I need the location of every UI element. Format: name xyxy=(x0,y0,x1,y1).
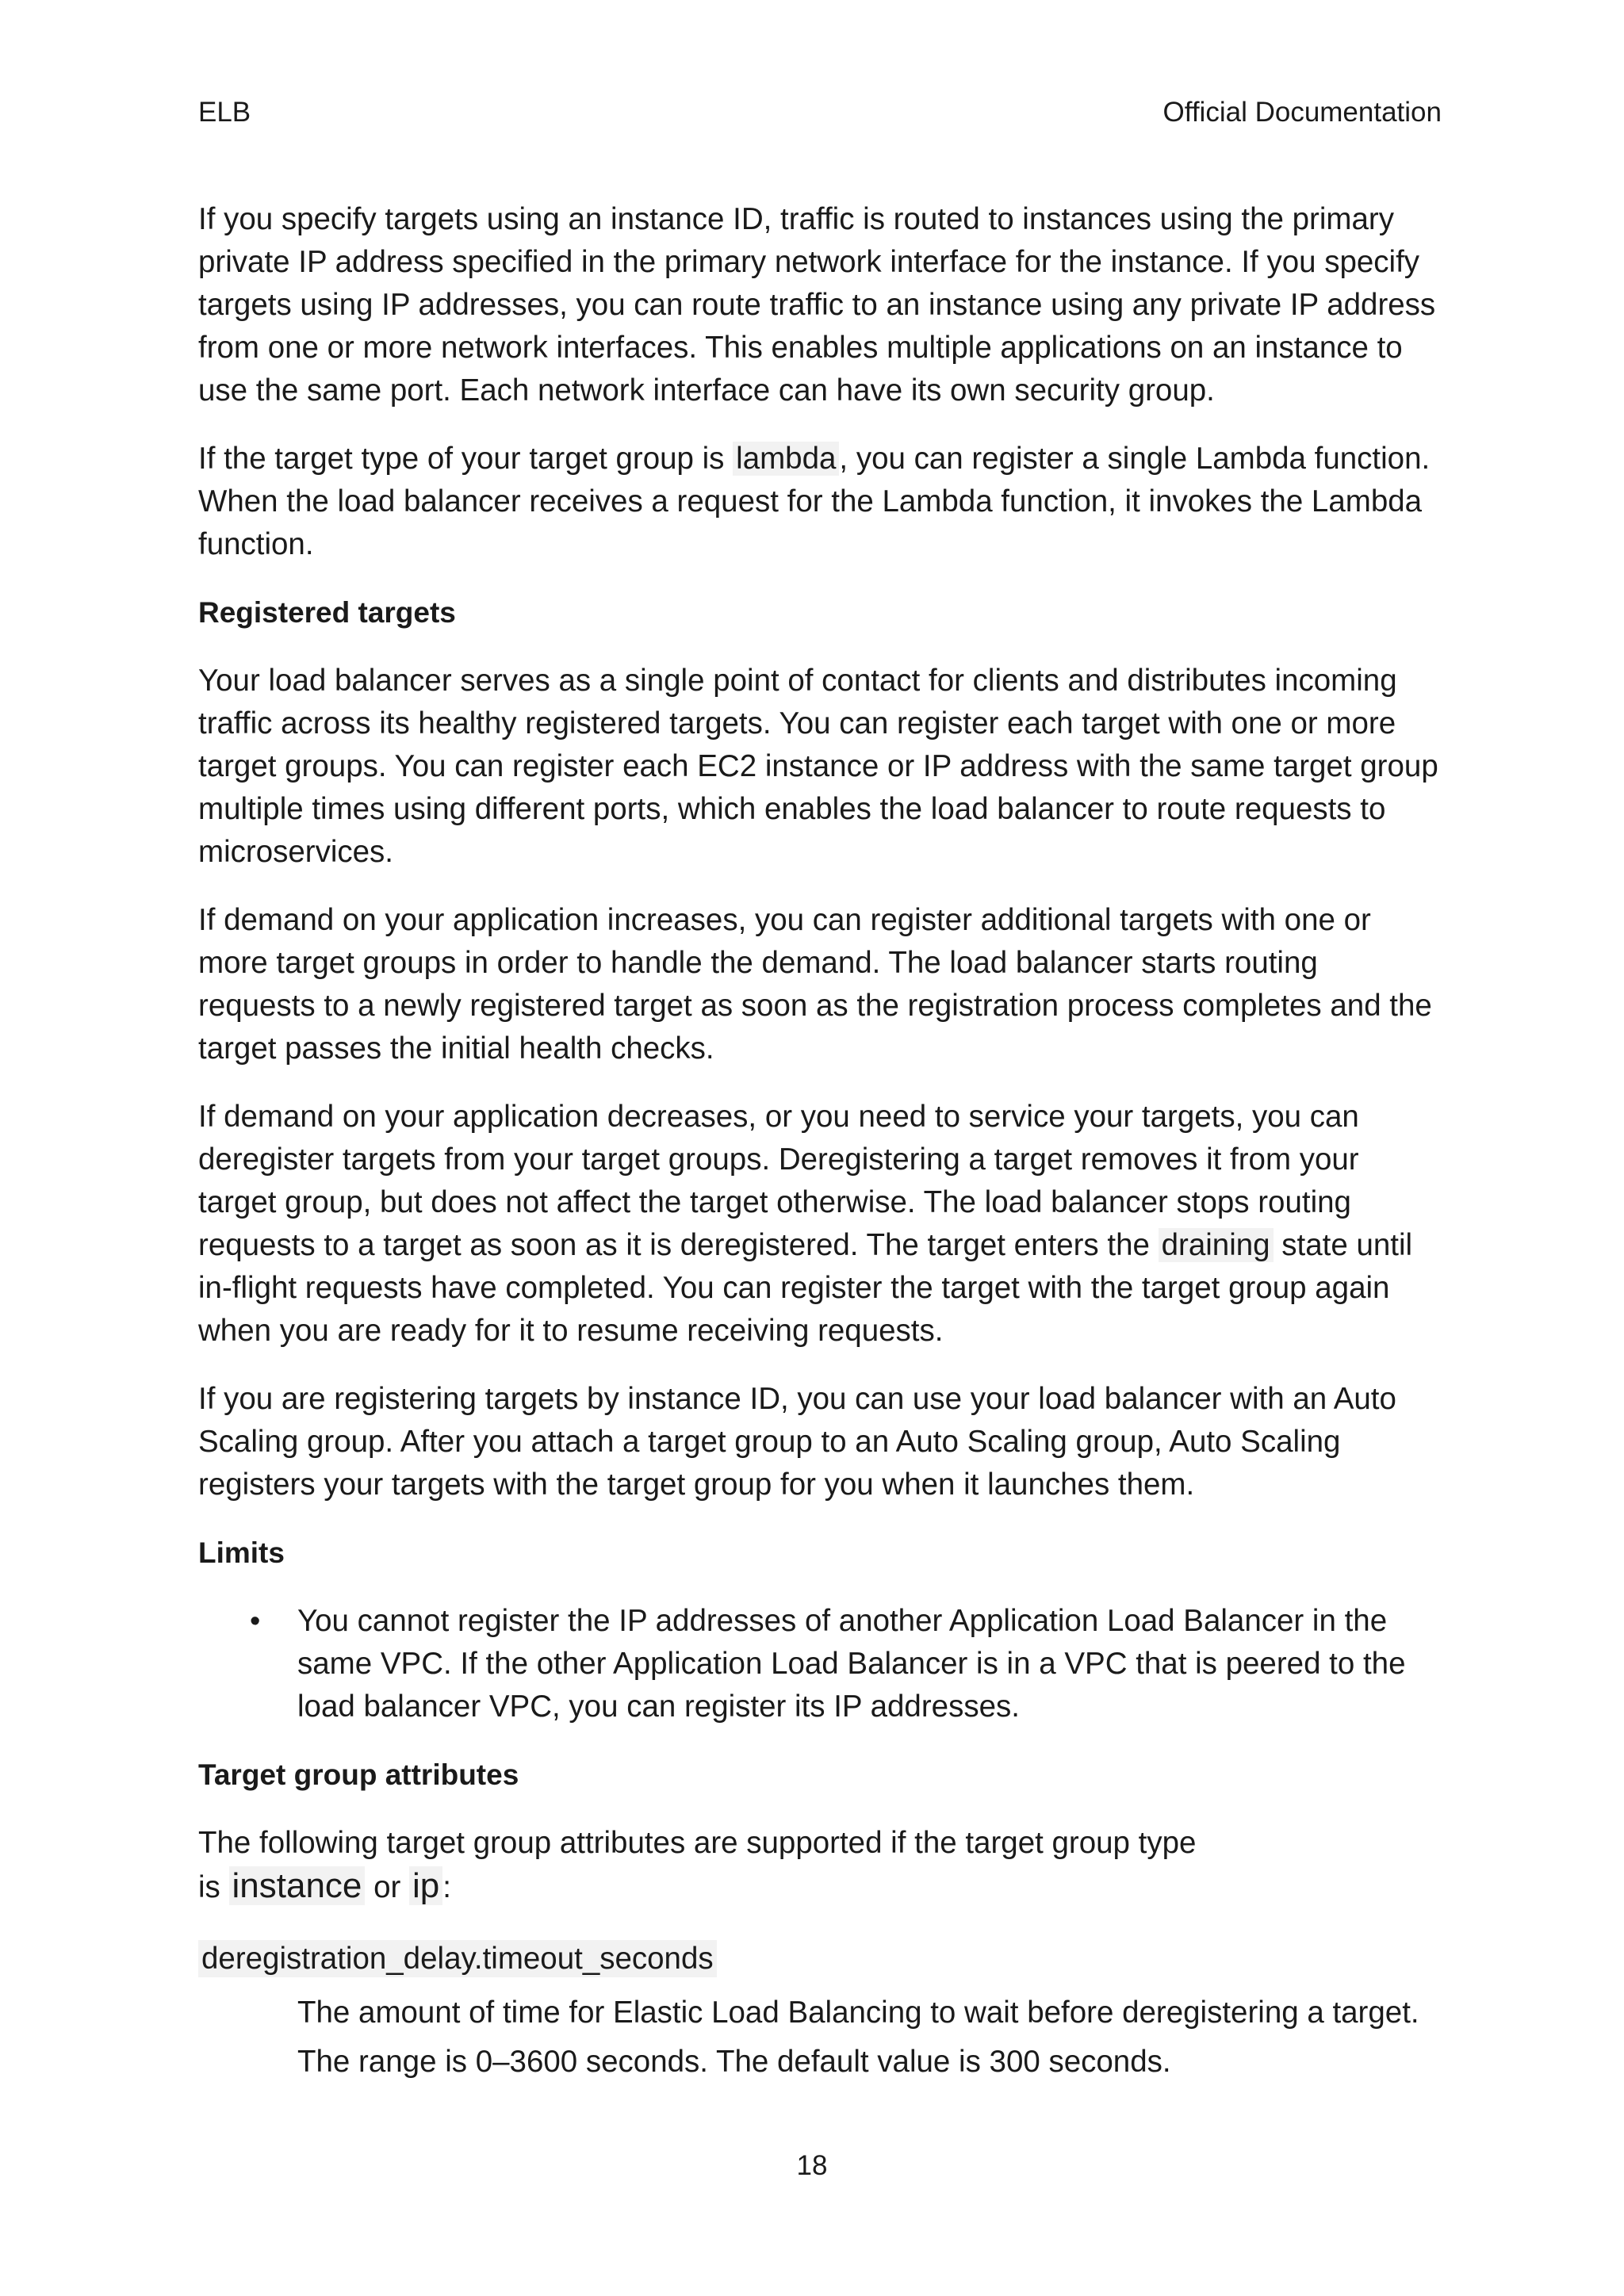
text-segment: state until in-flight requests have completed. You can register the target with the target group again when you are ready for it to resume receiving requests. xyxy=(198,1228,1413,1348)
text-segment: The following target group attributes are supported if the target group type xyxy=(198,1826,1197,1860)
page-footer xyxy=(0,2147,1624,2185)
limits-list xyxy=(198,1600,1443,1728)
heading-target-group-attributes: Target group attributes xyxy=(198,1758,519,1791)
list-item xyxy=(198,1600,1443,1728)
page-number: 18 xyxy=(796,2150,828,2181)
text-segment: is xyxy=(198,1870,229,1904)
attribute-definition: The amount of time for Elastic Load Balancing to wait before deregistering a target. The range is 0–3600 seconds. The default value is 300 seconds. xyxy=(297,1996,1419,2079)
text-segment: or xyxy=(365,1870,410,1904)
inline-code-instance: instance xyxy=(229,1866,366,1905)
list-item-text: You cannot register the IP addresses of another Application Load Balancer in the same VPC. If the other Application Load Balancer is in a VPC that is peered to the load balancer VPC, you can register its IP addresses. xyxy=(297,1604,1406,1724)
text-segment: : xyxy=(442,1870,451,1904)
paragraph-instance-id: If you specify targets using an instance ID, traffic is routed to instances using the primary private IP address specified in the primary network interface for the instance. If you specify targets using IP addresses, you can route traffic to an instance using any private IP address from one or more network interfaces. This enables multiple applications on an instance to use the same port. Each network interface can have its own security group. xyxy=(198,202,1436,408)
heading-registered-targets: Registered targets xyxy=(198,596,456,629)
heading-limits: Limits xyxy=(198,1536,285,1569)
inline-code-draining: draining xyxy=(1159,1228,1274,1262)
page-content xyxy=(198,198,1443,2112)
paragraph-demand-increases: If demand on your application increases, you can register additional targets with one or more target groups in order to handle the demand. The load balancer starts routing requests to a newly registered target as soon as the registration process completes and the target passes the initial health checks. xyxy=(198,903,1432,1066)
text-segment: If the target type of your target group is xyxy=(198,442,733,476)
inline-code-lambda: lambda xyxy=(733,442,839,476)
paragraph-lambda xyxy=(198,438,1443,566)
attribute-term xyxy=(198,1938,1443,1980)
text-segment: , you can register a single Lambda function. When the load balancer receives a request for the Lambda function, it invokes the Lambda function. xyxy=(198,442,1431,561)
page-header xyxy=(198,94,1442,132)
header-left: ELB xyxy=(198,97,251,128)
paragraph-auto-scaling: If you are registering targets by instance ID, you can use your load balancer with an Auto Scaling group. After you attach a target group to an Auto Scaling group, Auto Scaling registers your targets with the target group for you when it launches them. xyxy=(198,1382,1396,1502)
paragraph-registered-targets: Your load balancer serves as a single point of contact for clients and distributes incoming traffic across its healthy registered targets. You can register each target with one or more target groups. You can register each EC2 instance or IP address with the same target group multiple times using different ports, which enables the load balancer to route requests to microservices. xyxy=(198,664,1438,869)
header-right: Official Documentation xyxy=(1162,97,1442,128)
inline-code-ip: ip xyxy=(409,1866,442,1905)
attribute-name: deregistration_delay.timeout_seconds xyxy=(198,1940,717,1977)
paragraph-attributes-intro xyxy=(198,1822,1443,1909)
paragraph-demand-decreases xyxy=(198,1096,1443,1353)
bullet-icon: • xyxy=(250,1605,261,1638)
text-segment: If demand on your application decreases, or you need to service your targets, you can deregister targets from your target groups. Deregistering a target removes it from your target group, but does not affect the target otherwise. The load balancer stops routing requests to a target as soon as it is deregistered. The target enters the xyxy=(198,1100,1359,1262)
